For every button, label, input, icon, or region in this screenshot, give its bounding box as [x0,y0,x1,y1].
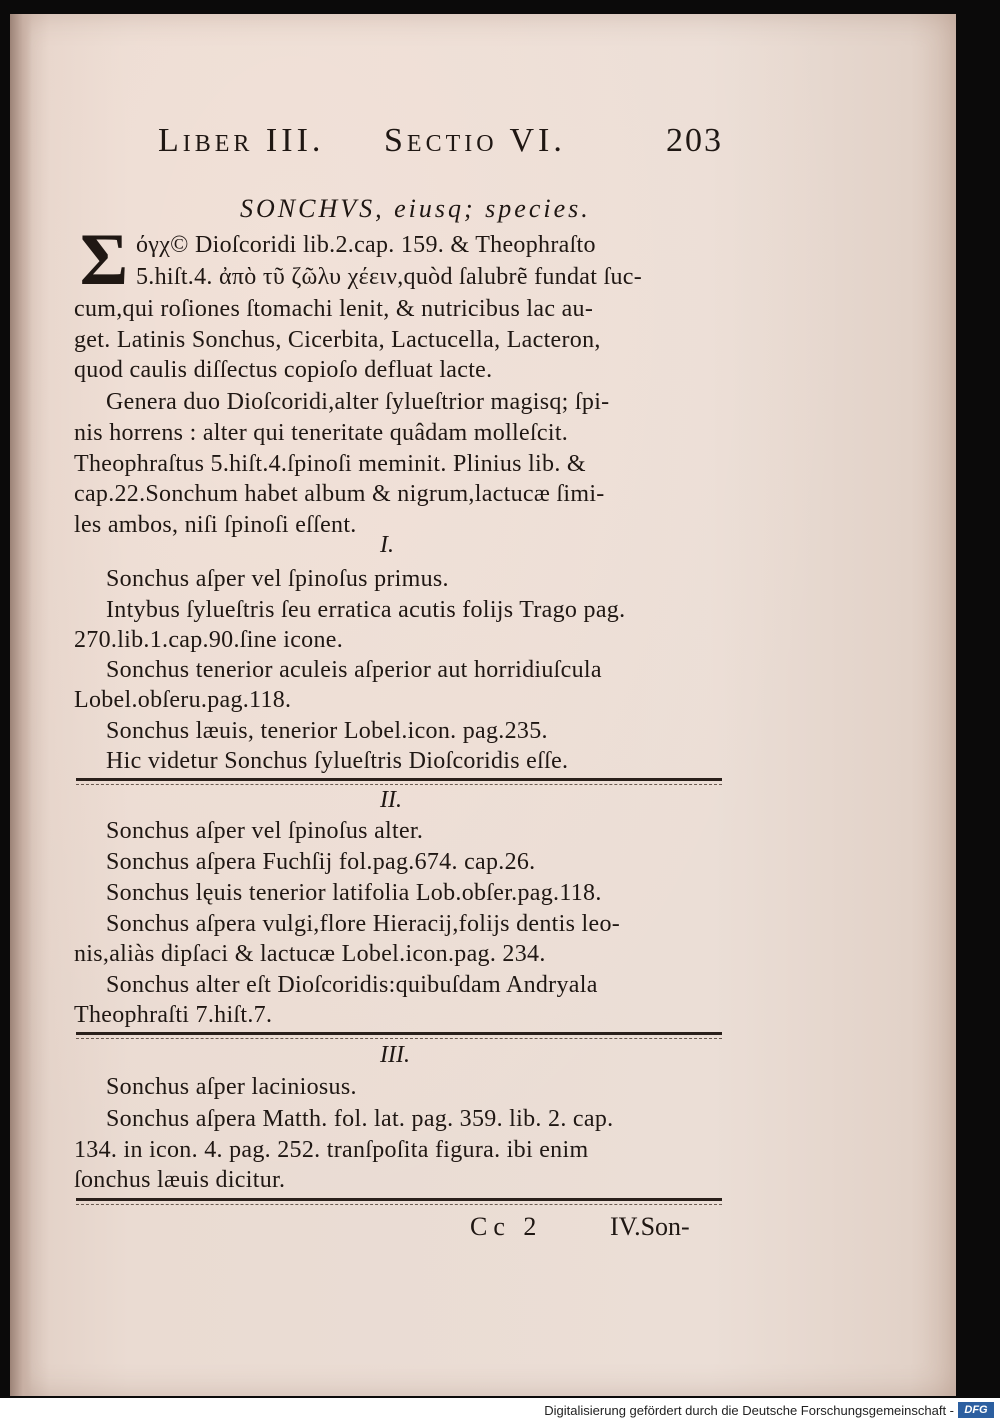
section-numeral: III. [380,1042,410,1068]
section-title: SONCHVS, eiusq; species. [240,194,591,223]
synonym-line: Sonchus tenerior aculeis aſperior aut horridiuſcula [106,657,602,683]
signature-mark: Cc 2 [470,1212,543,1241]
synonym-line: Sonchus aſper vel ſpinoſus primus. [106,566,449,592]
running-head-sectio: Sectio VI. [384,122,566,159]
intro-line: 5.hiſt.4. ἀπὸ τῦ ζῶλυ χέειν,quòd ſalubrẽ fundat ſuc- [136,264,643,290]
synonym-line: Intybus ſylueſtris ſeu erratica acutis folijs Trago pag. [106,597,626,623]
synonym-line: 134. in icon. 4. pag. 252. tranſpoſita figura. ibi enim [74,1137,589,1163]
synonym-line: Sonchus alter eſt Dioſcoridis:quibuſdam Andryala [106,972,598,998]
synonym-line: Sonchus aſper vel ſpinoſus alter. [106,818,424,844]
section-numeral: II. [380,787,402,813]
intro-line: όγχ© Dioſcoridi lib.2.cap. 159. & Theophraſto [136,232,596,258]
genera-line: nis horrens : alter qui teneritate quâdam molleſcit. [74,420,569,446]
page-gutter-shadow [10,14,32,1396]
running-head [158,122,728,168]
synonym-line: Sonchus aſpera Fuchſij fol.pag.674. cap.26. [106,849,536,875]
drop-cap-initial: Σ [79,219,129,301]
section-divider-rule [76,778,722,781]
catchword-line [470,1212,730,1246]
genera-line: les ambos, niſi ſpinoſi eſſent. [74,512,357,538]
funding-credit: Digitalisierung gefördert durch die Deutsche Forschungsgemeinschaft - [544,1403,954,1418]
intro-line: quod caulis diſſectus copioſo defluat lacte. [74,357,493,383]
synonym-line: Sonchus aſpera Matth. fol. lat. pag. 359. lib. 2. cap. [106,1106,614,1132]
genera-line: cap.22.Sonchum habet album & nigrum,lactucæ ſimi- [74,481,605,507]
section-divider-rule [76,1032,722,1035]
synonym-line: Lobel.obſeru.pag.118. [74,687,292,713]
synonym-line: nis,aliàs dipſaci & lactucæ Lobel.icon.pag. 234. [74,941,546,967]
page-number: 203 [666,122,723,159]
synonym-line: Sonchus aſper laciniosus. [106,1074,357,1100]
catchword [610,1212,690,1242]
genera-line: Theophraſtus 5.hiſt.4.ſpinoſi meminit. Plinius lib. & [74,451,586,477]
book-page [10,14,956,1396]
synonym-line: Sonchus aſpera vulgi,flore Hieracij,folijs dentis leo- [106,911,621,937]
intro-line: cum,qui roſiones ſtomachi lenit, & nutricibus lac au- [74,296,594,322]
synonym-line: Hic videtur Sonchus ſylueſtris Dioſcoridis eſſe. [106,748,569,774]
catchword-word: Son- [640,1212,690,1241]
synonym-line: ſonchus læuis dicitur. [74,1167,286,1193]
section-divider-rule [76,1198,722,1201]
genera-line: Genera duo Dioſcoridi,alter ſylueſtrior magisq; ſpi- [106,389,610,415]
synonym-line: 270.lib.1.cap.90.ſine icone. [74,627,344,653]
synonym-line: Sonchus læuis, tenerior Lobel.icon. pag.235. [106,718,548,744]
section-numeral: I. [380,532,394,558]
synonym-line: Sonchus lęuis tenerior latifolia Lob.obſer.pag.118. [106,880,602,906]
footer-bar [0,1398,1000,1423]
running-head-liber: Liber III. [158,122,325,159]
catchword-numeral: IV. [610,1212,641,1241]
synonym-line: Theophraſti 7.hiſt.7. [74,1002,273,1028]
dfg-logo: DFG [958,1402,994,1418]
intro-line: get. Latinis Sonchus, Cicerbita, Lactucella, Lacteron, [74,327,601,353]
